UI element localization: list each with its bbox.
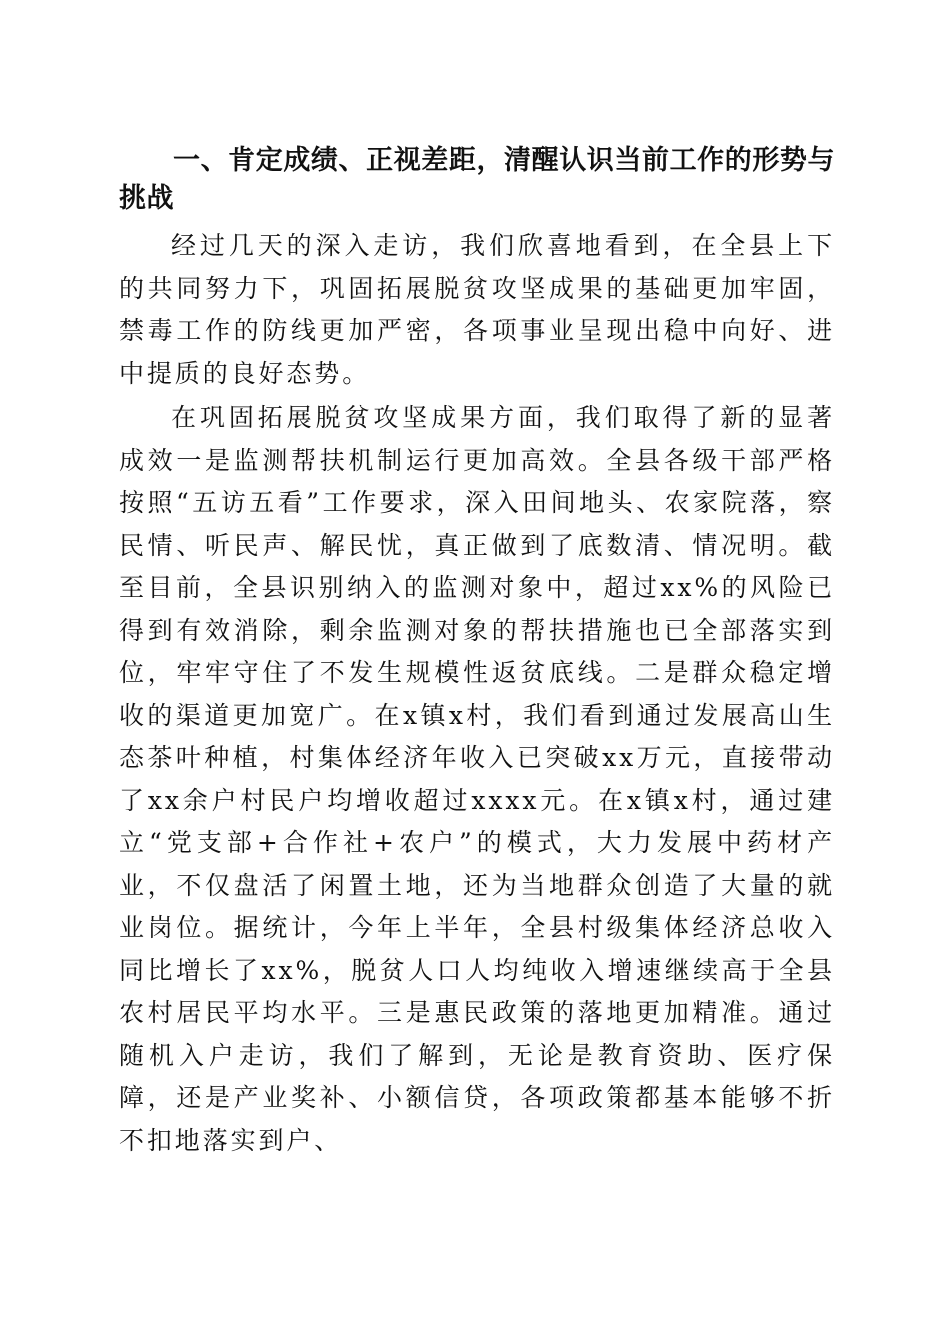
paragraph-achievements: 在巩固拓展脱贫攻坚成果方面，我们取得了新的显著成效一是监测帮扶机制运行更加高效。全县各级干部严格按照“五访五看”工作要求，深入田间地头、农家院落，察民情、听民声、解民忧，真正做到了底数清、情况明。截至目前，全县识别纳入的监测对象中，超过xx%的风险已得到有效消除，剩余监测对象的帮扶措施也已全部落实到位，牢牢守住了不发生规模性返贫底线。二是群众稳定增收的渠道更加宽广。在x镇x村，我们看到通过发展高山生态茶叶种植，村集体经济年收入已突破xx万元，直接带动了xx余户村民户均增收超过xxxx元。在x镇x村，通过建立“党支部+合作社+农户”的模式，大力发展中药材产业，不仅盘活了闲置土地，还为当地群众创造了大量的就业岗位。据统计，今年上半年，全县村级集体经济总收入同比增长了xx%，脱贫人口人均纯收入增速继续高于全县农村居民平均水平。三是惠民政策的落地更加精准。通过随机入户走访，我们了解到，无论是教育资助、医疗保障，还是产业奖补、小额信贷，各项政策都基本能够不折不扣地落实到户、 <box>119 403 835 1155</box>
section-heading: 一、肯定成绩、正视差距，清醒认识当前工作的形势与挑战 <box>119 145 835 214</box>
paragraph-intro: 经过几天的深入走访，我们欣喜地看到，在全县上下的共同努力下，巩固拓展脱贫攻坚成果的基础更加牢固，禁毒工作的防线更加严密，各项事业呈现出稳中向好、进中提质的良好态势。 <box>119 231 835 388</box>
document-body <box>119 142 835 1162</box>
